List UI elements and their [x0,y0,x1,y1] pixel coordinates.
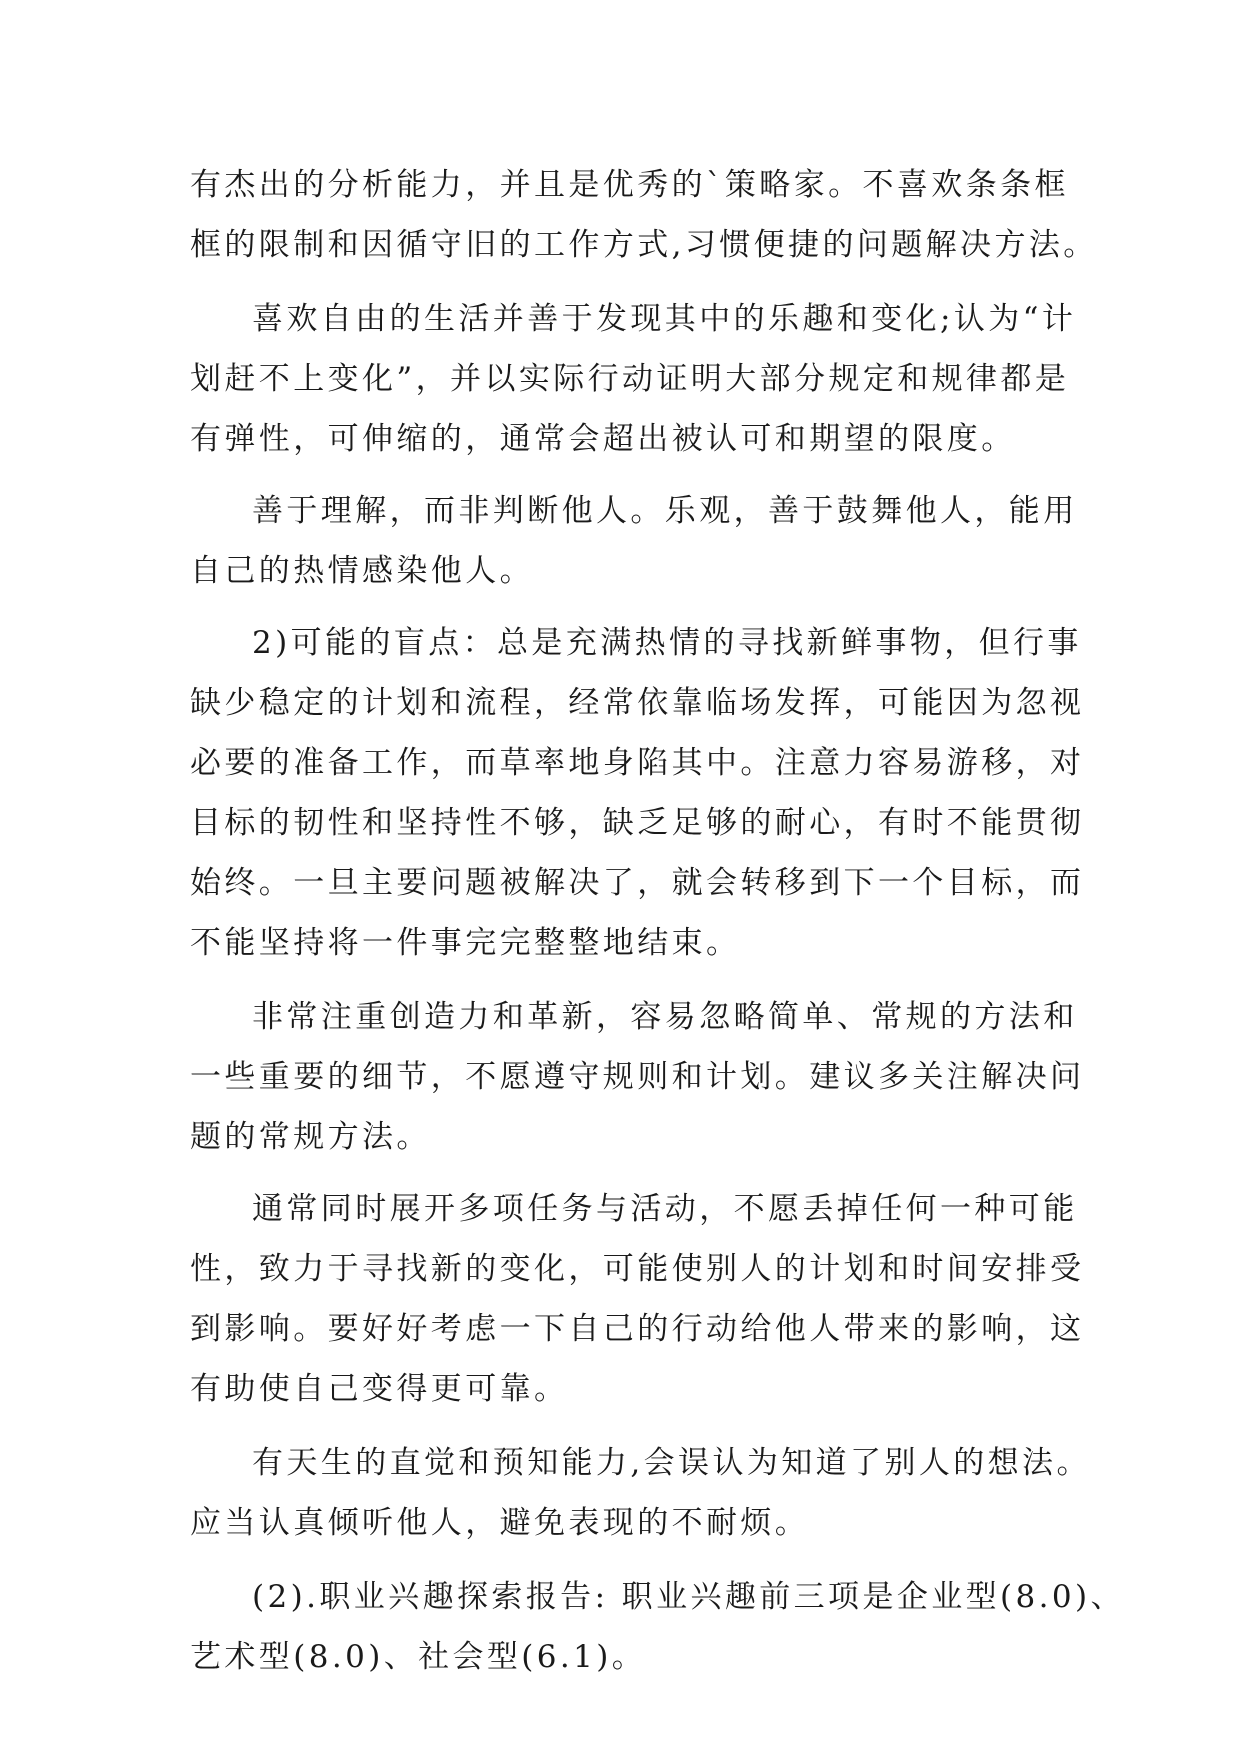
text-line: 喜欢自由的生活并善于发现其中的乐趣和变化;认为“计 [252,301,1077,337]
text-line: 善于理解，而非判断他人。乐观，善于鼓舞他人，能用 [252,493,1078,529]
text-line: 2)可能的盲点：总是充满热情的寻找新鲜事物，但行事 [252,625,1082,661]
text-line: 通常同时展开多项任务与活动，不愿丢掉任何一种可能 [252,1191,1078,1227]
text-line: 始终。一旦主要问题被解决了，就会转移到下一个目标，而 [190,865,1085,901]
text-line: 目标的韧性和坚持性不够，缺乏足够的耐心，有时不能贯彻 [190,805,1085,841]
text-line: 划赶不上变化”，并以实际行动证明大部分规定和规律都是 [190,361,1070,397]
text-line: 自己的热情感染他人。 [190,553,534,589]
text-line: 有杰出的分析能力，并且是优秀的`策略家。不喜欢条条框 [190,167,1069,203]
text-line: 艺术型(8.0)、社会型(6.1)。 [190,1639,647,1675]
text-line: 题的常规方法。 [190,1119,431,1155]
text-line: 到影响。要好好考虑一下自己的行动给他人带来的影响，这 [190,1311,1085,1347]
text-line: 有弹性，可伸缩的，通常会超出被认可和期望的限度。 [190,421,1016,457]
text-line: 框的限制和因循守旧的工作方式,习惯便捷的问题解决方法。 [190,227,1098,263]
text-line: 必要的准备工作，而草率地身陷其中。注意力容易游移，对 [190,745,1085,781]
text-line: 不能坚持将一件事完完整整地结束。 [190,925,741,961]
text-line: 有天生的直觉和预知能力,会误认为知道了别人的想法。 [252,1445,1091,1481]
text-line: 非常注重创造力和革新，容易忽略简单、常规的方法和 [252,999,1078,1035]
text-line: 缺少稳定的计划和流程，经常依靠临场发挥，可能因为忽视 [190,685,1085,721]
text-line: 一些重要的细节，不愿遵守规则和计划。建议多关注解决问 [190,1059,1085,1095]
text-line: 性，致力于寻找新的变化，可能使别人的计划和时间安排受 [190,1251,1085,1287]
text-line: (2).职业兴趣探索报告: 职业兴趣前三项是企业型(8.0)、 [252,1579,1125,1615]
text-line: 应当认真倾听他人，避免表现的不耐烦。 [190,1505,810,1541]
text-line: 有助使自己变得更可靠。 [190,1371,569,1407]
